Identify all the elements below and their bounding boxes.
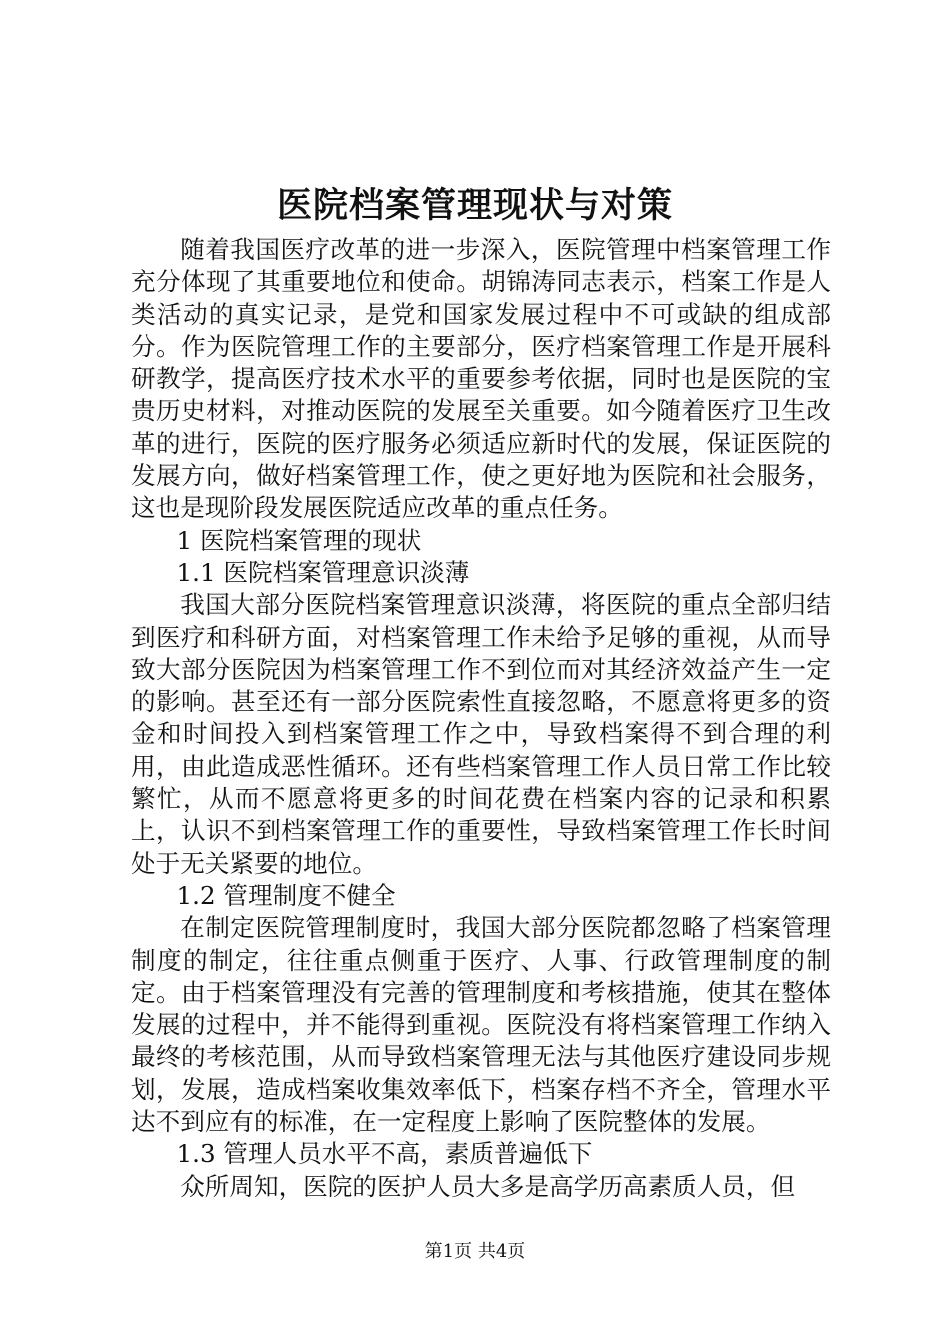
subsection-heading: 1.1 医院档案管理意识淡薄 [176, 557, 470, 587]
subsection-heading: 1.3 管理人员水平不高，素质普遍低下 [176, 1139, 593, 1169]
body-paragraph: 随着我国医疗改革的进一步深入，医院管理中档案管理工作充分体现了其重要地位和使命。胡锦涛同志表示，档案工作是人类活动的真实记录，是党和国家发展过程中不可或缺的组成部分。作为医院管理工作的主要部分，医疗档案管理工作是开展科研教学，提高医疗技术水平的重要参考依据，同时也是医院的宝贵历史材料，对推动医院的发展至关重要。如今随着医疗卫生改革的进行，医院的医疗服务必须适应新时代的发展，保证医院的发展方向，做好档案管理工作，使之更好地为医院和社会服务，这也是现阶段发展医院适应改革的重点任务。 [131, 235, 831, 523]
section-heading: 1 医院档案管理的现状 [176, 525, 422, 555]
page-footer: 第1页 共4页 [424, 1241, 526, 1262]
document-title: 医院档案管理现状与对策 [276, 185, 673, 226]
subsection-heading: 1.2 管理制度不健全 [176, 880, 396, 910]
document-body [131, 234, 831, 1203]
body-paragraph: 在制定医院管理制度时，我国大部分医院都忽略了档案管理制度的制定，往往重点侧重于医疗、人事、行政管理制度的制定。由于档案管理没有完善的管理制度和考核措施，使其在整体发展的过程中，并不能得到重视。医院没有将档案管理工作纳入最终的考核范围，从而导致档案管理无法与其他医疗建设同步规划，发展，造成档案收集效率低下，档案存档不齐全，管理水平达不到应有的标准，在一定程度上影响了医院整体的发展。 [131, 913, 831, 1137]
body-paragraph: 我国大部分医院档案管理意识淡薄，将医院的重点全部归结到医疗和科研方面，对档案管理工作未给予足够的重视，从而导致大部分医院因为档案管理工作不到位而对其经济效益产生一定的影响。甚至还有一部分医院索性直接忽略，不愿意将更多的资金和时间投入到档案管理工作之中，导致档案得不到合理的利用，由此造成恶性循环。还有些档案管理工作人员日常工作比较繁忙，从而不愿意将更多的时间花费在档案内容的记录和积累上，认识不到档案管理工作的重要性，导致档案管理工作长时间处于无关紧要的地位。 [131, 590, 831, 878]
body-paragraph: 众所周知，医院的医护人员大多是高学历高素质人员，但 [180, 1171, 796, 1201]
